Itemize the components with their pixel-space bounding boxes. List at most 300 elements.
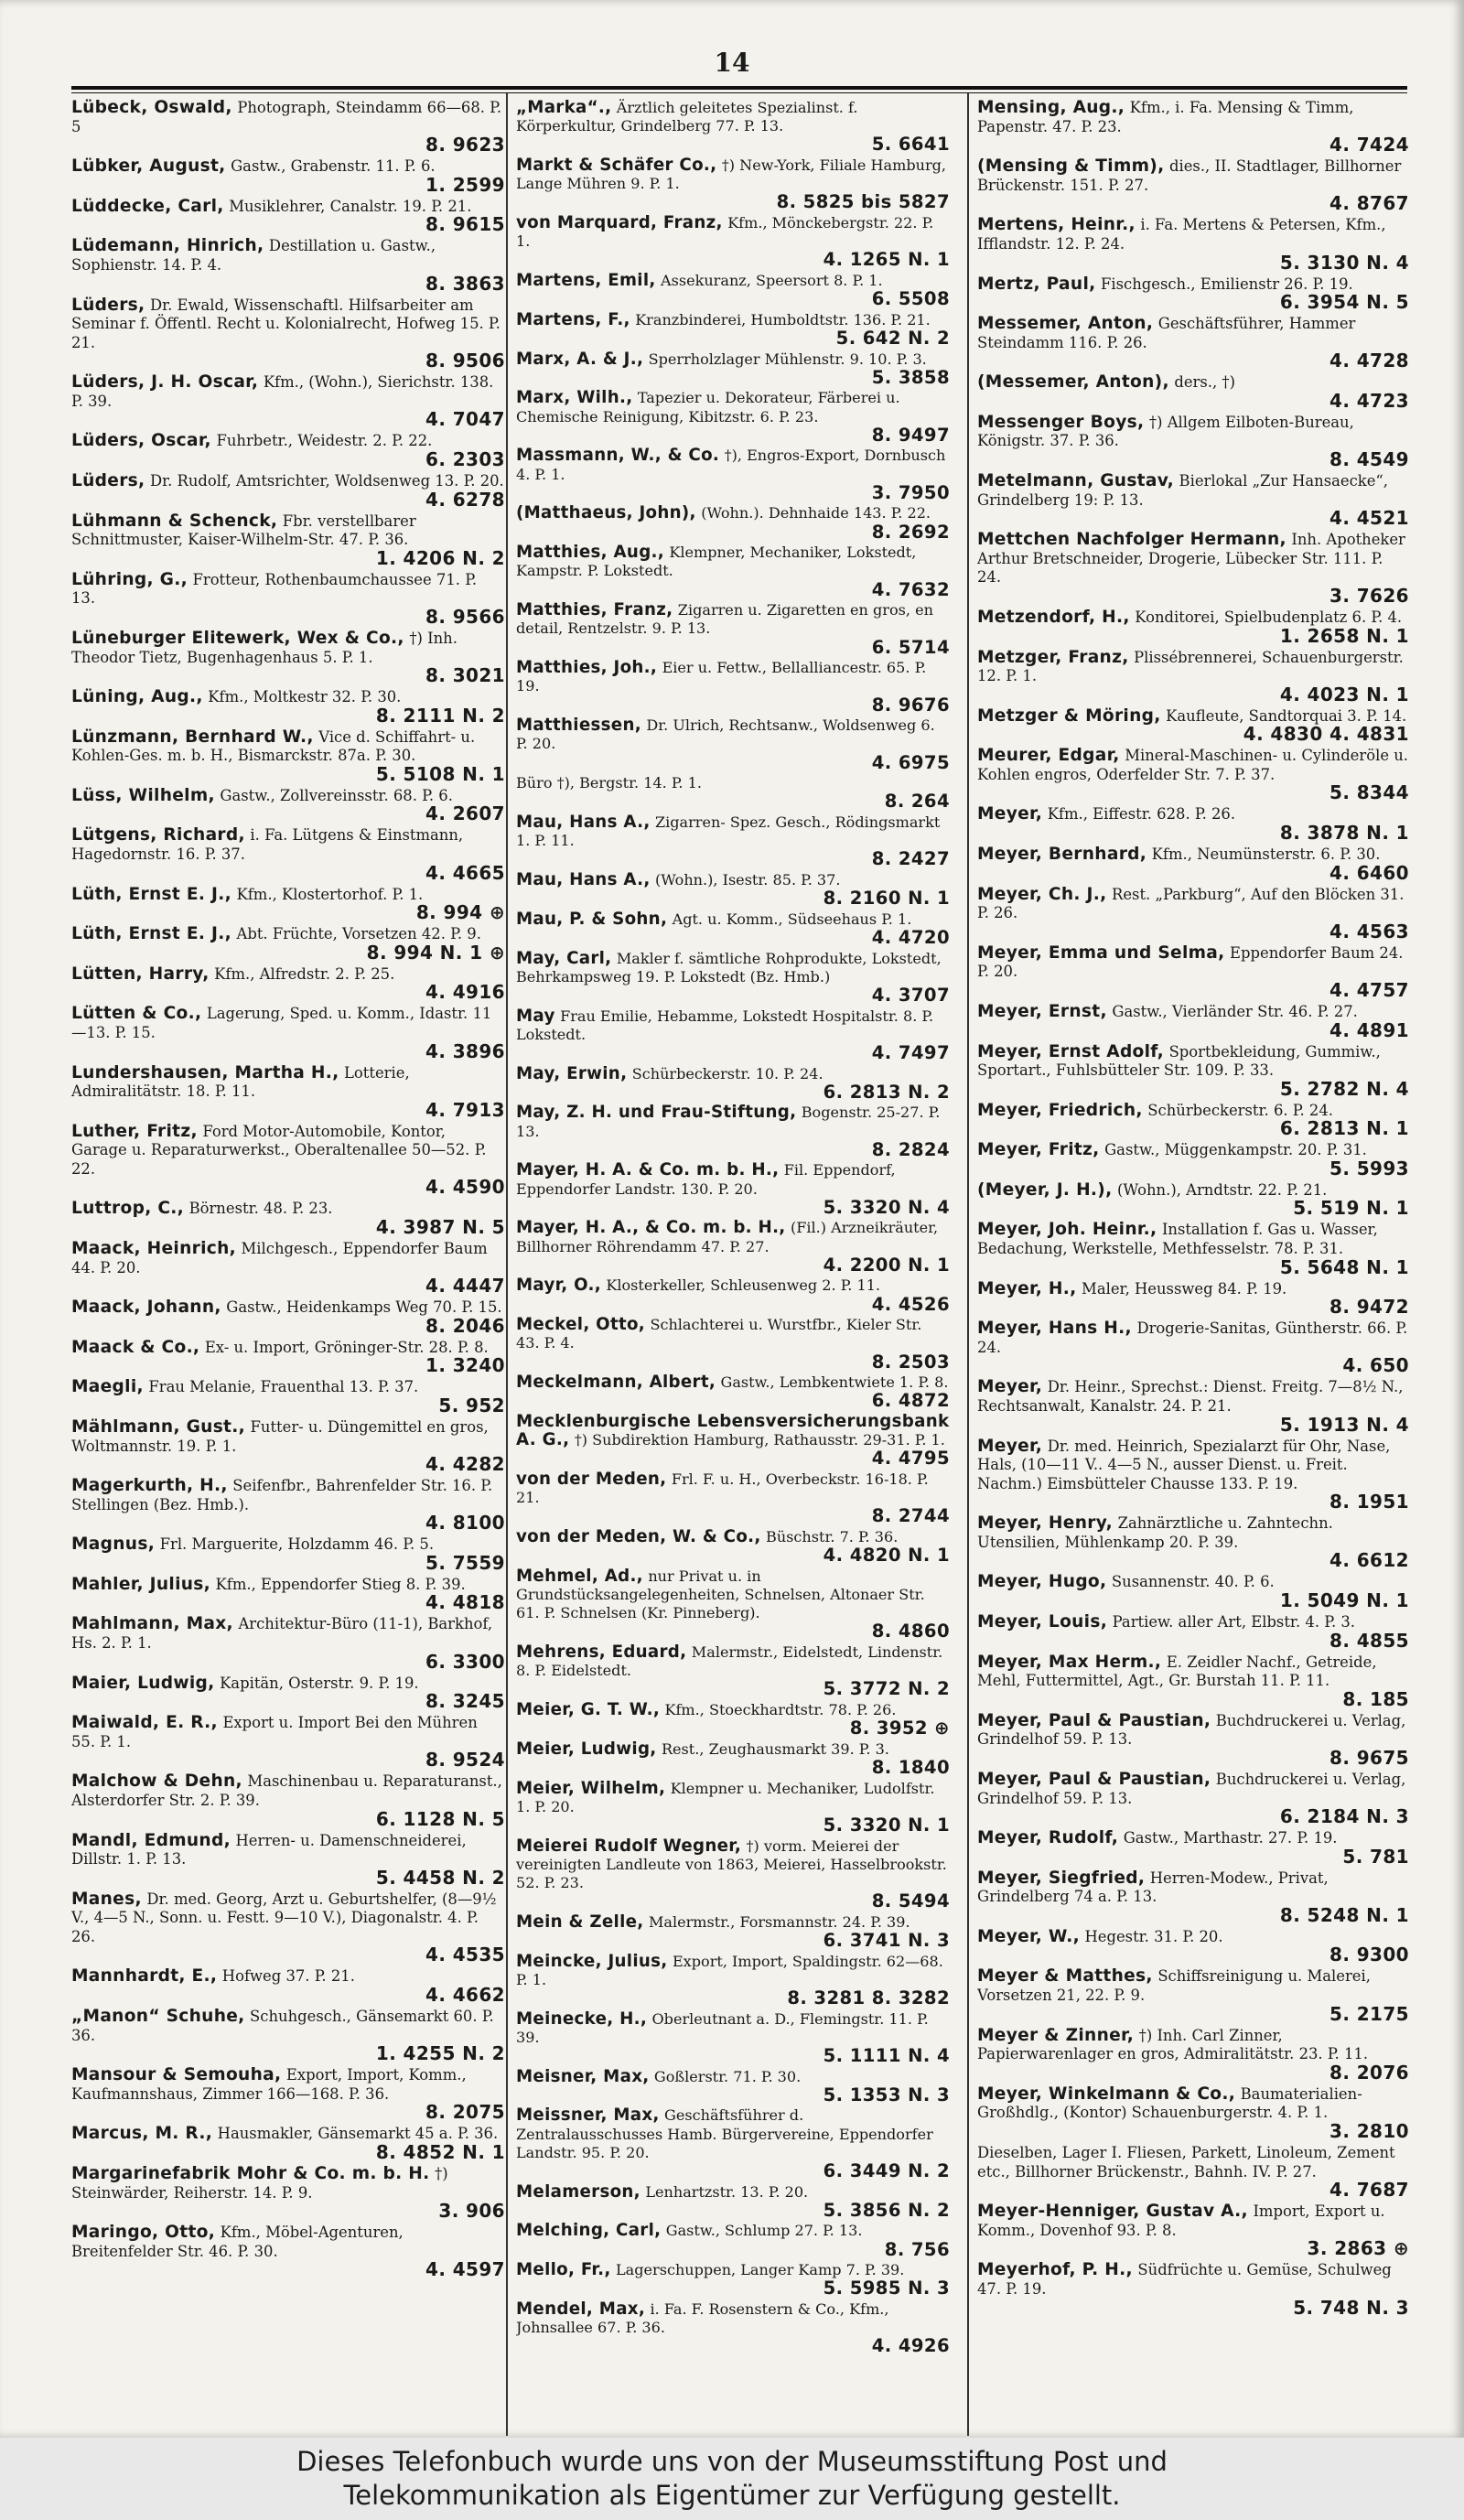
listing-details: Ärztlich geleitetes Spezialinst. f. Körperkultur, Grindelberg 77. P. 13.	[516, 99, 858, 135]
phone-number: 8. 5825 bis 5827	[776, 191, 950, 213]
listing-entry	[71, 1576, 505, 1614]
listing-entry	[71, 1339, 505, 1377]
footer-notice	[0, 2438, 1464, 2520]
listing-name: Maier, Ludwig,	[71, 1673, 215, 1693]
listing-entry	[977, 707, 1409, 746]
phone-number: 8. 9497	[871, 424, 950, 446]
listing-details: Kfm., Eppendorfer Stieg 8. P. 39.	[215, 1575, 466, 1593]
listing-name: Mählmann, Gust.,	[71, 1416, 245, 1437]
listing-details: Zahnärztliche u. Zahntechn. Utensilien, Mühlenkamp 20. P. 39.	[977, 1514, 1333, 1551]
listing-name: von der Meden, W. & Co.,	[516, 1526, 761, 1546]
listing-name: Lünzmann, Bernhard W.,	[71, 727, 314, 747]
phone-number: 6. 2813 N. 1	[1279, 1117, 1409, 1140]
listing-details: Fischgesch., Emilienstr 26. P. 19.	[1101, 275, 1353, 293]
listing-text	[71, 512, 505, 550]
listing-entry	[516, 350, 950, 388]
listing-name: Magnus,	[71, 1535, 156, 1555]
listing-name: Mayr, O.,	[516, 1276, 601, 1296]
listing-details: Kfm., Alfredstr. 2. P. 25.	[214, 964, 395, 983]
listing-name: Mensing, Aug.,	[977, 99, 1125, 117]
listing-details: Tapezier u. Dekorateur, Färberei u. Chemische Reinigung, Kibitzstr. 6. P. 23.	[516, 389, 900, 425]
phone-number: 8. 2076	[1329, 2061, 1409, 2084]
listing-details: Export u. Import Bei den Mühren 55. P. 1.	[71, 1714, 478, 1750]
listing-phone-line	[71, 2202, 505, 2223]
listing-details: Klosterkeller, Schleusenweg 2. P. 11.	[606, 1276, 881, 1295]
listing-name: Meyer, Winkelmann & Co.,	[977, 2084, 1236, 2104]
listing-name: Mayer, H. A. & Co. m. b. H.,	[516, 1160, 780, 1180]
listing-name: Matthies, Franz,	[516, 600, 673, 620]
listing-phone-line	[71, 272, 505, 296]
listing-text	[516, 2261, 950, 2279]
listing-text	[71, 237, 505, 275]
listing-entry	[71, 1418, 505, 1476]
phone-number: 5. 5108 N. 1	[375, 762, 505, 785]
phone-number: 4. 4521	[1329, 507, 1409, 530]
listing-name: von Marquard, Franz,	[516, 213, 723, 232]
listing-name: Messemer, Anton,	[977, 314, 1154, 334]
listing-details: Export, Import, Spaldingstr. 62—68. P. 1.	[516, 1952, 943, 1988]
listing-details: i. Fa. F. Rosenstern & Co., Kfm., Johnsallee 67. P. 36.	[516, 2299, 889, 2337]
listing-entry	[71, 1615, 505, 1673]
listing-entry	[71, 1890, 505, 1966]
listing-text	[71, 296, 505, 353]
listing-phone-line	[977, 1255, 1409, 1279]
listing-entry	[977, 1221, 1409, 1278]
phone-number: 4. 4830 4. 4831	[1243, 723, 1409, 746]
listing-name: Maack, Johann,	[71, 1298, 221, 1318]
listing-details: †) Inh. Theodor Tietz, Bugenhagenhaus 5. P. 1.	[71, 629, 458, 666]
listing-text	[977, 886, 1409, 923]
listing-details: Eppendorfer Baum 24. P. 20.	[977, 943, 1404, 981]
listing-entry	[977, 2202, 1409, 2260]
phone-number: 4. 2607	[425, 802, 505, 825]
listing-entry	[516, 1470, 950, 1527]
phone-number: 4. 4720	[871, 926, 950, 948]
listing-details: Gastw., Schlump 27. P. 13.	[665, 2222, 863, 2240]
listing-name: Lüders,	[71, 295, 145, 315]
phone-number: 4. 650	[1342, 1354, 1409, 1377]
phone-number: 6. 1128 N. 5	[375, 1807, 505, 1830]
phone-number: 5. 7559	[425, 1551, 505, 1574]
listing-entry	[977, 1378, 1409, 1436]
phone-number: 5. 642 N. 2	[835, 328, 950, 349]
phone-number: 8. 5248 N. 1	[1279, 1903, 1409, 1926]
phone-number: 5. 3772 N. 2	[823, 1678, 950, 1700]
listing-details: Lenhartzstr. 13. P. 20.	[645, 2182, 809, 2201]
listing-phone-line	[977, 352, 1409, 372]
listing-name: Metelmann, Gustav,	[977, 471, 1174, 491]
listing-details: nur Privat u. in Grundstücksangelegenheiten, Schnelsen, Altonaer Str. 61. P. Schnelsen (Kr. Pinneberg).	[516, 1567, 925, 1622]
phone-number: 8. 2692	[871, 521, 950, 543]
phone-number: 5. 952	[438, 1394, 505, 1416]
phone-number: 4. 6612	[1329, 1549, 1409, 1572]
listing-text	[516, 659, 950, 695]
listing-entry	[977, 1712, 1409, 1770]
listing-phone-line	[71, 981, 505, 1004]
listing-name: Melching, Carl,	[516, 2221, 662, 2241]
listing-name: Lundershausen, Martha H.,	[71, 1062, 339, 1082]
listing-text	[516, 813, 950, 850]
listing-text	[516, 910, 950, 929]
listing-name: Mau, Hans A.,	[516, 869, 651, 889]
listing-phone-line	[516, 2044, 950, 2066]
listing-phone-line	[516, 366, 950, 388]
phone-number: 8. 9472	[1329, 1296, 1409, 1319]
listing-phone-line	[516, 751, 950, 773]
listing-details: †) Allgem Eilboten-Bureau, Königstr. 37. P. 36.	[977, 413, 1354, 450]
listing-details: †) vorm. Meierei der vereinigten Landleute von 1863, Meierei, Hasselbrookstr. 52. P. 23.	[516, 1836, 947, 1891]
listing-text	[516, 2010, 950, 2047]
phone-number: 6. 5714	[871, 636, 950, 658]
listing-details: ders., †)	[1174, 373, 1236, 392]
listing-phone-line	[977, 2181, 1409, 2202]
listing-entry	[71, 296, 505, 372]
listing-phone-line	[71, 802, 505, 825]
listing-text	[516, 1701, 950, 1719]
listing-details: Seifenfbr., Bahrenfelder Str. 16. P. Stellingen (Bez. Hmb.).	[71, 1477, 493, 1513]
phone-number: 6. 3954 N. 5	[1279, 291, 1409, 314]
listing-details: Susannenstr. 40. P. 6.	[1111, 1573, 1275, 1591]
listing-name: Meurer, Edgar,	[977, 746, 1120, 766]
listing-phone-line	[516, 2086, 950, 2105]
listing-entry	[516, 1643, 950, 1700]
listing-name: Mehrens, Eduard,	[516, 1642, 687, 1662]
phone-number: 8. 2046	[425, 1314, 505, 1337]
listing-phone-line	[516, 1929, 950, 1951]
listing-name: Meyer & Matthes,	[977, 1966, 1153, 1987]
listing-details: Fbr. verstellbarer Schnittmuster, Kaiser-Wilhelm-Str. 47. P. 36.	[71, 512, 416, 549]
listing-phone-line	[977, 861, 1409, 885]
listing-name: Matthies, Aug.,	[516, 543, 664, 563]
listing-details: Rest., Zeughausmarkt 39. P. 3.	[661, 1739, 889, 1758]
listing-entry	[516, 1007, 950, 1064]
listing-entry	[977, 2085, 1409, 2143]
listing-phone-line	[71, 762, 505, 786]
listing-entry	[977, 315, 1409, 372]
listing-details: Architektur-Büro (11-1), Barkhof, Hs. 2. P. 1.	[71, 1615, 493, 1653]
listing-phone-line	[516, 1892, 950, 1912]
directory-column-2	[516, 99, 950, 2432]
listing-entry	[516, 1740, 950, 1778]
listing-phone-line	[977, 192, 1409, 215]
phone-number: 1. 4206 N. 2	[375, 546, 505, 569]
listing-name: Meyer, Ch. J.,	[977, 884, 1107, 904]
listing-entry	[516, 1701, 950, 1739]
listing-text	[516, 871, 950, 889]
listing-details: Sportbekleidung, Gummiw., Sportart., Fuhlsbütteler Str. 109. P. 33.	[977, 1042, 1381, 1080]
listing-name: Lübker, August,	[71, 156, 226, 177]
listing-details: Import, Export u. Komm., Dovenhof 93. P. 8.	[977, 2202, 1385, 2239]
listing-entry	[977, 99, 1409, 156]
phone-number: 8. 994 ⊕	[415, 901, 505, 924]
listing-details: Sperrholzlager Mühlenstr. 9. 10. P. 3.	[648, 350, 927, 368]
listing-details: Schlachterei u. Wurstfbr., Kieler Str. 43. P. 4.	[516, 1316, 922, 1352]
listing-details: Geschäftsführer d. Zentralausschusses Hamb. Bürgervereine, Eppendorfer Landstr. 95. P. 20.	[516, 2106, 933, 2161]
listing-entry	[977, 2027, 1409, 2084]
listing-name: Lühmann & Schenck,	[71, 511, 278, 531]
listing-phone-line	[516, 193, 950, 212]
listing-phone-line	[977, 920, 1409, 943]
listing-text	[977, 99, 1409, 136]
listing-name: Meyer, Louis,	[977, 1612, 1108, 1632]
listing-entry	[71, 688, 505, 727]
listing-details: Herren-Modew., Privat, Grindelberg 74 a. P. 13.	[977, 1868, 1329, 1906]
listing-entry	[516, 1780, 950, 1836]
listing-entry	[516, 1413, 950, 1470]
listing-entry	[977, 1573, 1409, 1611]
listing-name: „Marka“.,	[516, 99, 612, 117]
listing-text	[516, 447, 950, 483]
listing-text	[71, 571, 505, 608]
listing-name: Lütten & Co.,	[71, 1004, 202, 1024]
phone-number: 4. 7424	[1329, 134, 1409, 156]
phone-number: 4. 7497	[871, 1041, 950, 1063]
listing-phone-line	[71, 352, 505, 372]
listing-name: Meyer, Ernst,	[977, 1001, 1107, 1021]
listing-entry	[516, 871, 950, 909]
listing-name: Meyer, Paul & Paustian,	[977, 1710, 1211, 1730]
listing-entry	[71, 571, 505, 629]
listing-name: May	[516, 1006, 555, 1026]
phone-number: 8. 4852 N. 1	[375, 2140, 505, 2163]
listing-name: Marcus, M. R.,	[71, 2124, 213, 2144]
listing-entry	[516, 1837, 950, 1912]
listing-text	[977, 1319, 1409, 1357]
listing-details: Dr. Ewald, Wissenschaftl. Hilfsarbeiter am Seminar f. Öffentl. Recht u. Kolonialrecht, Hofweg 15. P. 21.	[71, 296, 501, 351]
listing-phone-line	[71, 1807, 505, 1831]
listing-phone-line	[516, 1083, 950, 1103]
listing-details: Buchdruckerei u. Verlag, Grindelhof 59. P. 13.	[977, 1711, 1406, 1749]
listing-entry	[516, 2010, 950, 2067]
phone-number: 8. 185	[1342, 1687, 1409, 1710]
listing-name: Meyer, Siegfried,	[977, 1868, 1146, 1888]
listing-entry	[71, 472, 505, 511]
column-divider	[967, 93, 969, 2436]
listing-phone-line	[71, 488, 505, 512]
listing-name: Meisner, Max,	[516, 2066, 650, 2086]
listing-entry	[977, 216, 1409, 274]
listing-details: Kfm., Eiffestr. 628. P. 26.	[1047, 805, 1236, 824]
phone-number: 5. 8344	[1329, 781, 1409, 804]
listing-text	[977, 1043, 1409, 1081]
phone-number: 8. 2427	[871, 848, 950, 870]
listing-entry	[977, 1438, 1409, 1513]
listing-name: Mau, Hans A.,	[516, 812, 651, 832]
phone-number: 8. 9615	[425, 213, 505, 236]
listing-phone-line	[71, 1690, 505, 1713]
listing-name: Meissner, Max,	[516, 2105, 660, 2126]
listing-phone-line	[71, 704, 505, 727]
listing-phone-line	[516, 135, 950, 155]
listing-name: Meyer-Henniger, Gustav A.,	[977, 2202, 1248, 2222]
phone-number: 4. 4891	[1329, 1018, 1409, 1041]
listing-phone-line	[977, 1018, 1409, 1042]
listing-details: Baumaterialien-Großhdlg., (Kontor) Schauenburgerstr. 4. P. 1.	[977, 2084, 1362, 2122]
listing-text	[516, 350, 950, 369]
listing-entry	[977, 1653, 1409, 1711]
listing-entry	[977, 1613, 1409, 1652]
listing-name: Lüth, Ernst E. J.,	[71, 884, 231, 904]
listing-entry	[977, 944, 1409, 1002]
phone-number: 3. 2810	[1329, 2120, 1409, 2142]
listing-entry	[977, 275, 1409, 314]
listing-phone-line	[516, 426, 950, 446]
phone-number: 5. 5648 N. 1	[1279, 1255, 1409, 1278]
listing-phone-line	[516, 523, 950, 543]
listing-name: Meier, G. T. W.,	[516, 1699, 661, 1719]
listing-entry	[516, 1065, 950, 1103]
listing-phone-line	[71, 448, 505, 471]
listing-text	[516, 1913, 950, 1932]
listing-phone-line	[71, 1984, 505, 2007]
listing-entry	[977, 1003, 1409, 1041]
listing-text	[71, 2066, 505, 2104]
listing-details: Gastw., Heidenkamps Weg 70. P. 15.	[226, 1298, 502, 1317]
phone-number: 8. 2160 N. 1	[823, 888, 950, 910]
listing-entry	[977, 1829, 1409, 1868]
listing-name: Messenger Boys,	[977, 412, 1145, 432]
listing-details: Dieselben, Lager I. Fliesen, Parkett, Linoleum, Zement etc., Billhorner Brückenstr., Bahnh. IV. P. 27.	[977, 2143, 1395, 2181]
listing-phone-line	[977, 1157, 1409, 1180]
listing-name: Meyer, Hans H.,	[977, 1319, 1132, 1339]
listing-text	[516, 950, 950, 986]
listing-phone-line	[516, 1816, 950, 1836]
phone-number: 3. 7626	[1329, 584, 1409, 607]
listing-text	[71, 2165, 505, 2202]
listing-name: Markt & Schäfer Co.,	[516, 156, 717, 175]
listing-text	[516, 1276, 950, 1295]
listing-text	[71, 1477, 505, 1514]
listing-details: Kfm., Klostertorhof. P. 1.	[236, 885, 424, 903]
listing-name: Meinecke, H.,	[516, 2008, 648, 2029]
listing-phone-line	[71, 901, 505, 924]
listing-entry	[977, 1967, 1409, 2025]
listing-details: Gastw., Zollvereinsstr. 68. P. 6.	[220, 786, 453, 804]
listing-text	[71, 1123, 505, 1179]
listing-entry	[71, 965, 505, 1004]
listing-details: Export, Import, Komm., Kaufmannshaus, Zimmer 166—168. P. 36.	[71, 2066, 467, 2103]
listing-entry	[516, 2183, 950, 2221]
listing-phone-line	[516, 1293, 950, 1315]
listing-entry	[71, 1005, 505, 1062]
phone-number: 8. 3281 8. 3282	[787, 1987, 950, 2008]
listing-details: Gastw., Lembkentwiete 1. P. 8.	[720, 1373, 949, 1392]
listing-phone-line	[977, 1077, 1409, 1101]
listing-name: Lüneburger Elitewerk, Wex & Co.,	[71, 628, 404, 648]
listing-details: Klempner u. Mechaniker, Ludolfstr. 1. P. 20.	[516, 1779, 935, 1815]
listing-entry	[516, 2222, 950, 2259]
listing-text	[516, 2222, 950, 2240]
listing-phone-line	[977, 291, 1409, 314]
listing-entry	[71, 1714, 505, 1772]
phone-number: 4. 4820 N. 1	[823, 1545, 950, 1567]
phone-number: 8. 9506	[425, 350, 505, 372]
listing-phone-line	[71, 2101, 505, 2124]
listing-phone-line	[977, 2237, 1409, 2260]
listing-phone-line	[516, 1719, 950, 1739]
listing-entry	[977, 805, 1409, 844]
listing-details: Schürbeckerstr. 10. P. 24.	[631, 1064, 824, 1082]
listing-text	[977, 472, 1409, 510]
listing-phone-line	[977, 1117, 1409, 1140]
phone-number: 4. 7913	[425, 1098, 505, 1121]
listing-entry	[516, 156, 950, 213]
listing-text	[516, 272, 950, 290]
listing-details: Frotteur, Rothenbaumchaussee 71. P. 13.	[71, 570, 478, 608]
listing-text	[977, 531, 1409, 587]
phone-number: 8. 2744	[871, 1505, 950, 1527]
listing-phone-line	[977, 448, 1409, 471]
listing-phone-line	[977, 2002, 1409, 2026]
listing-phone-line	[977, 781, 1409, 804]
listing-details: Ford Motor-Automobile, Kontor, Garage u. Reparaturwerkst., Oberaltenallee 50—52. P. 22.	[71, 1122, 487, 1178]
listing-entry	[977, 2261, 1409, 2319]
listing-phone-line	[71, 1946, 505, 1966]
listing-details: Kapitän, Osterstr. 9. P. 19.	[220, 1674, 419, 1692]
listing-details: Maler, Heussweg 84. P. 19.	[1082, 1279, 1287, 1298]
listing-phone-line	[977, 978, 1409, 1002]
listing-details: Bogenstr. 25-27. P. 13.	[516, 1104, 941, 1140]
listing-phone-line	[977, 1549, 1409, 1572]
listing-details: Drogerie-Sanitas, Güntherstr. 66. P. 24.	[977, 1319, 1408, 1356]
listing-details: Kfm., i. Fa. Mensing & Timm, Papenstr. 47. P. 23.	[977, 99, 1354, 135]
listing-details: Schiffsreinigung u. Malerei, Vorsetzen 21, 22. P. 9.	[977, 1967, 1371, 2005]
listing-details: (Wohn.). Dehnhaide 143. P. 22.	[701, 504, 931, 522]
phone-number: 8. 264	[884, 791, 950, 813]
listing-name: Maack, Heinrich,	[71, 1239, 236, 1259]
listing-name: Matthiessen,	[516, 716, 641, 736]
phone-number: 8. 1840	[871, 1756, 950, 1778]
listing-phone-line	[71, 1176, 505, 1199]
listing-entry	[71, 1967, 505, 2006]
listing-entry	[977, 1181, 1409, 1220]
listing-details: Milchgesch., Eppendorfer Baum 44. P. 20.	[71, 1240, 488, 1276]
phone-number: 4. 7687	[1329, 2179, 1409, 2202]
listing-name: Metzendorf, H.,	[977, 607, 1130, 627]
listing-name: Mertz, Paul,	[977, 274, 1096, 294]
listing-phone-line	[977, 723, 1409, 746]
listing-text	[977, 1967, 1409, 2005]
listing-name: Metzger, Franz,	[977, 647, 1129, 667]
listing-phone-line	[977, 2120, 1409, 2143]
phone-number: 4. 6278	[425, 488, 505, 511]
listing-details: †) Steinwärder, Reiherstr. 14. P. 9.	[71, 2164, 448, 2202]
listing-phone-line	[71, 546, 505, 570]
listing-entry	[71, 1477, 505, 1535]
listing-details: Destillation u. Gastw., Sophienstr. 14. P. 4.	[71, 237, 436, 274]
listing-details: Fuhrbetr., Weidestr. 2. P. 22.	[216, 432, 433, 450]
phone-number: 4. 3896	[425, 1039, 505, 1062]
listing-name: (Mensing & Timm),	[977, 156, 1165, 177]
listing-text	[516, 1780, 950, 1816]
listing-phone-line	[516, 1989, 950, 2008]
listing-phone-line	[977, 683, 1409, 706]
listing-entry	[71, 1772, 505, 1830]
listing-name: Metzger & Möring,	[977, 705, 1161, 726]
listing-details: Fil. Eppendorf, Eppendorfer Landstr. 130. P. 20.	[516, 1161, 896, 1198]
listing-name: Martens, Emil,	[516, 271, 656, 290]
listing-text	[516, 601, 950, 638]
listing-phone-line	[516, 2238, 950, 2260]
listing-text	[516, 1316, 950, 1352]
listing-details: Südfrüchte u. Gemüse, Schulweg 47. P. 19.	[977, 2261, 1392, 2298]
listing-entry	[977, 1043, 1409, 1101]
listing-phone-line	[516, 1041, 950, 1063]
listing-details: Photograph, Steindamm 66—68. P. 5	[71, 99, 502, 135]
listing-text	[71, 1240, 505, 1277]
phone-number: 4. 4590	[425, 1176, 505, 1199]
phone-number: 5. 3320 N. 4	[823, 1196, 950, 1218]
